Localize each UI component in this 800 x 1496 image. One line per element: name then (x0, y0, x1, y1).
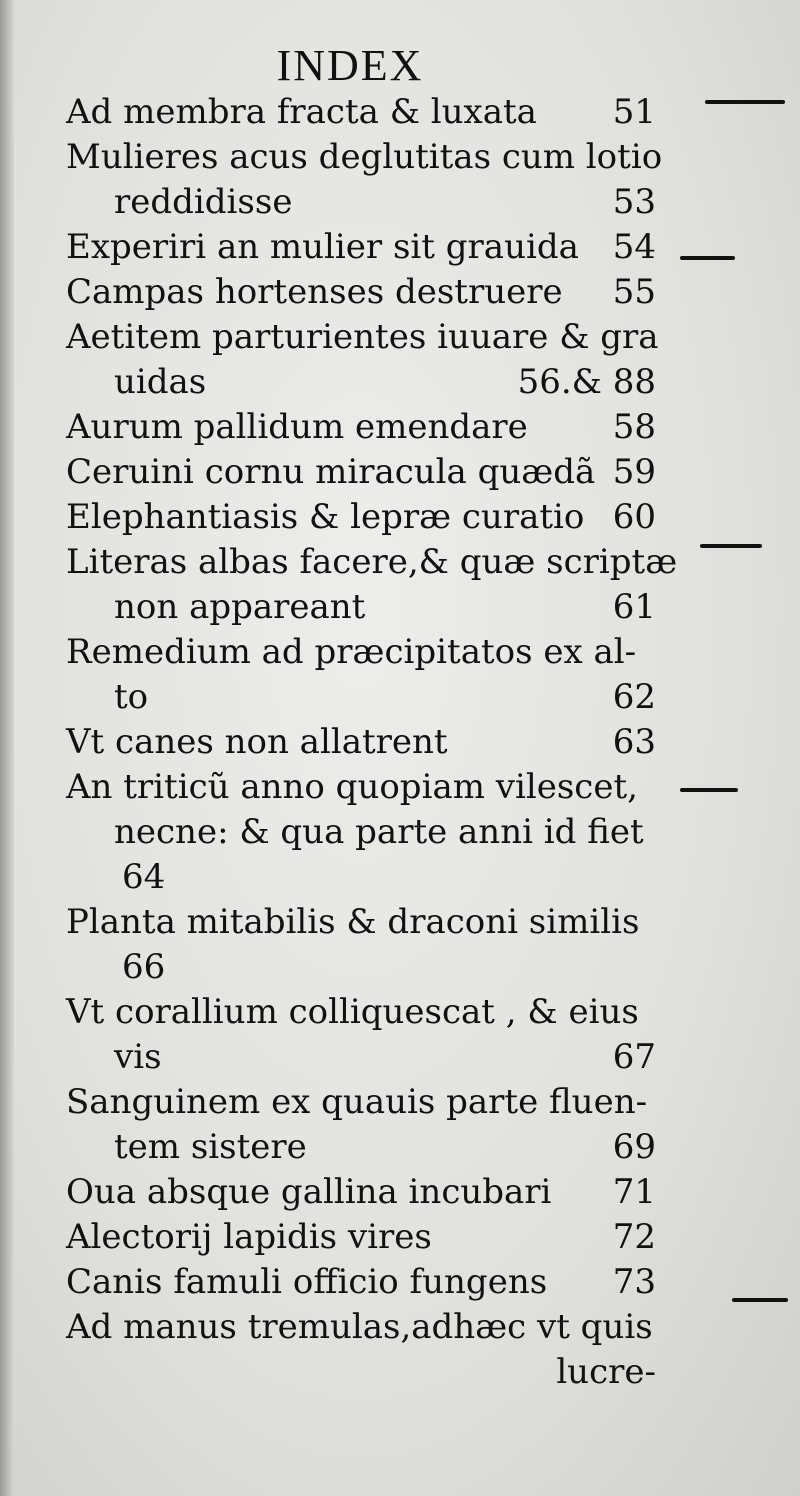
entry-page-number: 71 (612, 1172, 656, 1212)
entry-text: Literas albas facere,& quæ scriptæ (66, 542, 678, 582)
entry-text: vis (114, 1037, 162, 1077)
entry-text: Elephantiasis & lepræ curatio (66, 497, 585, 537)
index-entry (66, 182, 656, 230)
entry-text: Oua absque gallina incubari (66, 1172, 552, 1212)
margin-mark (680, 256, 735, 260)
index-list (66, 92, 678, 1400)
entry-text: tem sistere (114, 1127, 307, 1167)
entry-page-number: 67 (612, 1037, 656, 1077)
index-entry (66, 1172, 656, 1220)
entry-page-number: 53 (612, 182, 656, 222)
entry-page-number: 59 (612, 452, 656, 492)
index-entry (66, 137, 663, 185)
entry-text: Ad manus tremulas,adhæc vt quis (66, 1307, 653, 1347)
entry-text: lucre- (556, 1352, 656, 1392)
entry-text: Canis famuli officio fungens (66, 1262, 548, 1302)
entry-page-number: 58 (612, 407, 656, 447)
entry-text: Sanguinem ex quauis parte fluen- (66, 1082, 648, 1122)
entry-page-number: 63 (612, 722, 656, 762)
page-title: INDEX (276, 41, 424, 90)
index-entry (66, 1127, 656, 1175)
index-entry (66, 542, 678, 590)
entry-page-number: 60 (612, 497, 656, 537)
margin-mark (700, 544, 762, 548)
entry-page-number: 55 (612, 272, 656, 312)
entry-text: 64 (122, 857, 166, 897)
entry-text: non appareant (114, 587, 366, 627)
entry-text: Remedium ad præcipitatos ex al- (66, 632, 637, 672)
margin-mark (705, 100, 785, 104)
entry-page-number: 54 (612, 227, 656, 267)
index-entry (66, 1262, 656, 1310)
entry-text: Ceruini cornu miracula quædã (66, 452, 596, 492)
index-entry (66, 1082, 656, 1130)
entry-page-number: 73 (612, 1262, 656, 1302)
entry-text: reddidisse (114, 182, 293, 222)
entry-text: uidas (114, 362, 207, 402)
index-entry (66, 812, 656, 860)
entry-page-number: 62 (612, 677, 656, 717)
index-entry (66, 632, 656, 680)
entry-page-number: 56.& 88 (517, 362, 656, 402)
entry-text: An triticũ anno quopiam vilescet, (66, 767, 638, 807)
index-entry (66, 362, 656, 410)
entry-text: Alectorij lapidis vires (66, 1217, 432, 1257)
entry-page-number: 61 (612, 587, 656, 627)
entry-text: Aurum pallidum emendare (66, 407, 528, 447)
entry-text: Vt corallium colliquescat , & eius (66, 992, 639, 1032)
index-entry (66, 1307, 656, 1355)
index-entry (66, 947, 656, 995)
index-entry (66, 227, 656, 275)
entry-text: Mulieres acus deglutitas cum lotio (66, 137, 663, 177)
index-entry (66, 722, 656, 770)
index-entry (66, 407, 656, 455)
index-entry (66, 1217, 656, 1265)
entry-text: Campas hortenses destruere (66, 272, 563, 312)
entry-text: to (114, 677, 149, 717)
index-entry (66, 317, 659, 365)
entry-text: 66 (122, 947, 166, 987)
entry-text: Aetitem parturientes iuuare & gra (66, 317, 659, 357)
entry-text: Ad membra fracta & luxata (66, 92, 537, 132)
index-entry (66, 497, 656, 545)
index-entry (66, 452, 656, 500)
index-entry (66, 902, 656, 950)
index-entry (66, 92, 656, 140)
index-entry (66, 587, 656, 635)
index-entry (66, 1037, 656, 1085)
entry-page-number: 72 (612, 1217, 656, 1257)
entry-page-number: 69 (612, 1127, 656, 1167)
margin-mark (732, 1298, 788, 1302)
index-entry (66, 272, 656, 320)
entry-text: Experiri an mulier sit grauida (66, 227, 579, 267)
margin-mark (680, 788, 738, 792)
entry-page-number: 51 (612, 92, 656, 132)
entry-text: necne: & qua parte anni id fiet (114, 812, 644, 852)
index-entry (66, 767, 656, 815)
index-entry (66, 857, 656, 905)
index-entry (66, 1352, 656, 1400)
entry-text: Vt canes non allatrent (66, 722, 448, 762)
index-entry (66, 677, 656, 725)
index-entry (66, 992, 656, 1040)
entry-text: Planta mitabilis & draconi similis (66, 902, 640, 942)
